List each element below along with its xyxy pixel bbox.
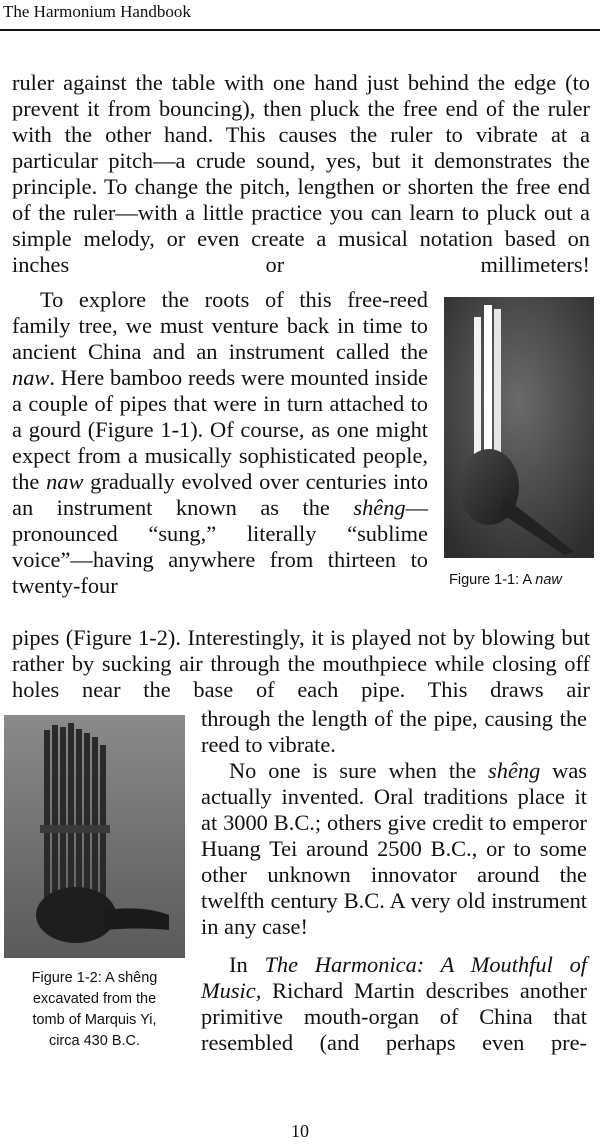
caption-line: Figure 1-2: A shêng <box>31 970 158 986</box>
paragraph-1 <box>12 70 590 278</box>
sheng-photo-icon <box>4 715 185 958</box>
paragraph-2-text-c: gradually evolved over centuries into an instrument known as the <box>12 469 429 520</box>
paragraph-4 <box>201 706 587 758</box>
term-naw: naw <box>12 365 50 390</box>
paragraph-2-text-b: . Here bamboo reeds were mounted inside a couple of pipes that were in turn attached to a gourd (Figure 1-1). Of course, as one might expect from a musically sophisticated people, the <box>12 365 428 494</box>
paragraph-2-text-a: To explore the roots of this free-reed family tree, we must venture back in time to ancient China and an instrument called the <box>12 287 428 364</box>
page-number: 10 <box>291 1121 309 1141</box>
paragraph-6-text-a: In <box>229 952 265 977</box>
paragraph-5 <box>201 758 587 940</box>
term-sheng: shêng <box>353 495 406 520</box>
paragraph-1-text: ruler against the table with one hand just behind the edge (to prevent it from bouncing), then pluck the free end of the ruler with the other hand. This causes the ruler to vibrate at a particular pitch—a crude sound, yes, but it demonstrates the principle. To change the pitch, lengthen or shorten the free end of the ruler—with a little practice you can learn to pluck out a simple melody, or even create a musical notation based on inches or millimeters! <box>12 70 590 277</box>
term-naw: naw <box>46 469 84 494</box>
paragraph-4-text: through the length of the pipe, causing the reed to vibrate. <box>201 706 587 757</box>
running-header: The Harmonium Handbook <box>3 2 191 21</box>
figure-1-2-caption <box>4 968 185 1052</box>
paragraph-3-text: pipes (Figure 1-2). Interestingly, it is played not by blowing but rather by sucking air through the mouthpiece while closing off holes near the base of each pipe. This draws air <box>12 625 590 702</box>
book-citation: The Harmonica: A Mouthful of Music, <box>201 952 587 1003</box>
paragraph-3 <box>12 625 590 703</box>
naw-photo-icon <box>444 297 594 558</box>
figure-1-2-photo <box>4 715 185 958</box>
paragraph-2-text-d: —pronounced “sung,” literally “sublime voice”—having anywhere from thirteen to twenty-four <box>12 495 428 598</box>
term-sheng: shêng <box>488 758 541 783</box>
caption-line: circa 430 B.C. <box>48 1033 141 1049</box>
paragraph-5-text-a: No one is sure when the <box>229 758 489 783</box>
figure-1-1-caption <box>449 570 599 591</box>
figure-1-1-photo <box>444 297 594 558</box>
caption-text: Figure 1-1: A <box>449 572 536 588</box>
paragraph-2 <box>12 287 428 599</box>
paragraph-6-text-b: Richard Martin describes another primitive mouth-organ of China that resembled (and perhaps even pre- <box>201 978 587 1055</box>
paragraph-5-text-b: was actually invented. Oral traditions place it at 3000 B.C.; others give credit to emperor Huang Tei around 2500 B.C., or to some other unknown innovator around the twelfth century B.C. A very old instrument in any case! <box>201 758 587 939</box>
paragraph-6 <box>201 952 587 1056</box>
caption-term: naw <box>535 572 562 588</box>
caption-line: excavated from the <box>32 991 157 1007</box>
caption-line: tomb of Marquis Yi, <box>32 1012 157 1028</box>
header-rule <box>0 29 600 31</box>
